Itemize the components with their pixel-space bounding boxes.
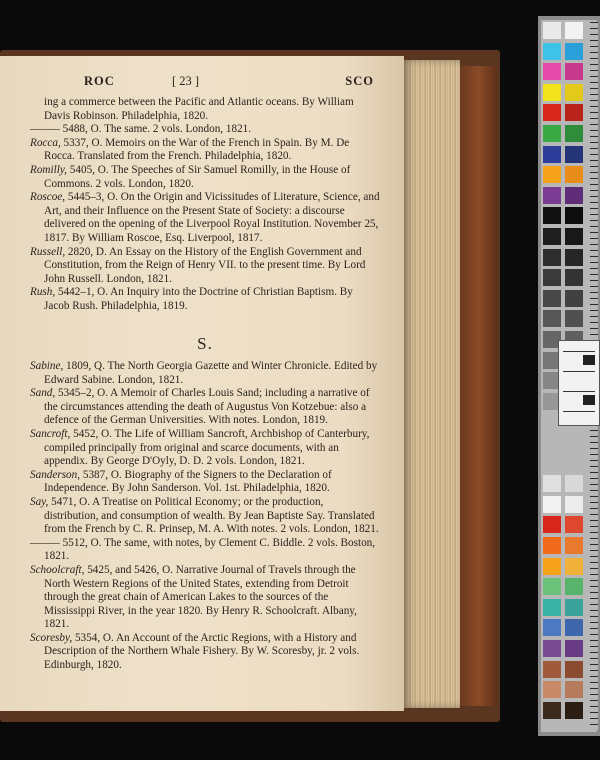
color-swatch — [543, 43, 561, 60]
color-swatch — [543, 681, 561, 698]
entry-text: 5488, O. The same. 2 vols. London, 1821. — [59, 123, 252, 136]
color-swatch — [543, 228, 561, 245]
color-swatch — [543, 63, 561, 80]
entry-text: ing a commerce between the Pacific and Atlantic oceans. By William Davis Robinson. Philadelphia, 1820. — [44, 96, 354, 122]
color-swatch — [565, 84, 583, 101]
catalog-entry — [30, 428, 380, 469]
catalog-entry — [30, 496, 380, 537]
entry-author: Scoresby, — [30, 631, 73, 644]
entry-author: Sancroft, — [30, 427, 71, 440]
color-swatch — [565, 249, 583, 266]
color-swatch — [543, 166, 561, 183]
header-left: ROC — [84, 74, 115, 88]
page-edges — [402, 60, 460, 708]
color-swatch — [565, 166, 583, 183]
entry-author: Sabine, — [30, 360, 64, 372]
entry-text: 5345–2, O. A Memoir of Charles Louis Sand; including a narrative of the circumstances attending the death of Augustus Von Kotzebue: also a defence of the German Universities. With notes. London, 1819. — [44, 387, 370, 427]
color-swatch — [565, 228, 583, 245]
color-swatch — [565, 537, 583, 554]
entry-text: 5442–1, O. An Inquiry into the Doctrine of Christian Baptism. By Jacob Rush. Philadelphia, 1819. — [44, 286, 353, 312]
color-swatch — [565, 558, 583, 575]
color-swatch — [565, 310, 583, 327]
page-number: [ 23 ] — [172, 74, 200, 88]
color-swatch — [565, 207, 583, 224]
color-swatch — [565, 187, 583, 204]
header-right: SCO — [345, 74, 374, 88]
color-swatch — [543, 146, 561, 163]
scale-card — [558, 340, 600, 426]
color-swatch — [543, 207, 561, 224]
color-swatch — [543, 578, 561, 595]
entry-text: 5512, O. The same, with notes, by Clement C. Biddle. 2 vols. Boston, 1821. — [44, 536, 376, 563]
entry-author: Rocca, — [30, 136, 61, 149]
entry-author: Sand, — [30, 387, 56, 400]
color-swatch — [543, 84, 561, 101]
color-swatch — [543, 310, 561, 327]
entries-bottom — [30, 360, 380, 673]
catalog-entry — [30, 537, 380, 564]
entry-text: 5452, O. The Life of William Sancroft, Archbishop of Canterbury, compiled principally from original and scarce documents, with an appendix. By George D'Oyly, D. D. 2 vols. London, 1821. — [44, 427, 370, 468]
catalog-entry — [30, 191, 380, 245]
color-swatch — [543, 640, 561, 657]
color-swatch — [543, 269, 561, 286]
color-swatch — [543, 599, 561, 616]
entry-text: 5405, O. The Speeches of Sir Samuel Romilly, in the House of Commons. 2 vols. London, 1820. — [44, 163, 351, 190]
catalog-entry — [30, 469, 380, 496]
catalog-entry — [30, 632, 380, 673]
catalog-entry — [30, 96, 380, 123]
color-swatch — [565, 125, 583, 142]
entry-author: Sanderson, — [30, 468, 81, 481]
color-swatch — [565, 661, 583, 678]
color-swatch — [565, 619, 583, 636]
entry-text: 5445–3, O. On the Origin and Vicissitudes of Literature, Science, and Art, and their Influence on the Present State of Society: a discourse delivered on the opening of the Liverpool Royal Institution. November 25, 1817. By William Roscoe, Esq. Liverpool, 1817. — [44, 191, 380, 244]
entry-author: Schoolcraft, — [30, 563, 85, 576]
entry-author: ——— — [30, 123, 60, 136]
color-swatch — [565, 475, 583, 492]
entry-author: Roscoe, — [30, 191, 66, 204]
catalog-entry — [30, 564, 380, 632]
color-swatch — [565, 578, 583, 595]
catalog-entry — [30, 246, 380, 287]
color-swatch — [565, 269, 583, 286]
section-heading: S. — [197, 334, 213, 353]
color-swatch — [543, 249, 561, 266]
catalog-entry — [30, 286, 380, 313]
entries-top — [30, 96, 380, 314]
color-swatch — [565, 640, 583, 657]
color-swatch — [565, 516, 583, 533]
color-swatch — [543, 104, 561, 121]
color-swatch — [543, 125, 561, 142]
color-swatch — [543, 475, 561, 492]
entry-author: Say, — [30, 495, 49, 508]
entry-text: 5425, and 5426, O. Narrative Journal of Travels through the North Western Regions of the United States, extending from Detroit through the great chain of American Lakes to the sources of the Mississippi River, in the year 1820. By Henry R. Schoolcraft. Albany, 1821. — [44, 563, 357, 631]
color-swatch — [543, 619, 561, 636]
color-swatch — [543, 702, 561, 719]
entry-author: ——— — [30, 536, 60, 549]
color-swatch — [543, 290, 561, 307]
entry-text: 5337, O. Memoirs on the War of the French in Spain. By M. De Rocca. Translated from the French. Philadelphia, 1820. — [44, 136, 350, 163]
entry-text: 2820, D. An Essay on the History of the English Government and Constitution, from the Reign of Henry VII. to the present time. By Lord John Russell. London, 1821. — [44, 245, 366, 285]
color-swatch — [565, 599, 583, 616]
color-swatch — [543, 558, 561, 575]
catalog-entry — [30, 164, 380, 191]
entry-author: Romilly, — [30, 163, 67, 176]
color-swatch — [543, 516, 561, 533]
color-swatch — [543, 496, 561, 513]
catalog-entry — [30, 360, 380, 387]
color-swatch — [543, 537, 561, 554]
running-header — [84, 74, 374, 92]
color-swatch — [565, 290, 583, 307]
entry-text: 5387, O. Biography of the Signers to the Declaration of Independence. By John Sanderson. Vol. 1st. Philadelphia, 1820. — [44, 468, 332, 495]
catalog-entry — [30, 123, 380, 137]
color-swatch — [565, 496, 583, 513]
entry-text: 5471, O. A Treatise on Political Economy; or the production, distribution, and consumption of wealth. By Jean Baptiste Say. Translated from the French by C. R. Prinsep, M. A. With notes. 2 vols. London, 1821. — [44, 495, 379, 536]
color-swatch — [565, 681, 583, 698]
book-binding — [460, 66, 498, 706]
color-swatch — [565, 43, 583, 60]
color-swatch — [565, 22, 583, 39]
entry-author: Russell, — [30, 245, 66, 258]
entry-author: Rush, — [30, 286, 56, 299]
catalog-entry — [30, 137, 380, 164]
entry-text: 1809, Q. The North Georgia Gazette and Winter Chronicle. Edited by Edward Sabine. London, 1821. — [44, 360, 378, 386]
color-swatch — [565, 104, 583, 121]
color-swatch — [565, 146, 583, 163]
color-swatch — [543, 22, 561, 39]
color-swatch — [543, 187, 561, 204]
catalog-entry — [30, 387, 380, 428]
color-swatch — [543, 661, 561, 678]
color-swatch — [565, 702, 583, 719]
entry-text: 5354, O. An Account of the Arctic Regions, with a History and Description of the Northern Whale Fishery. By W. Scoresby, jr. 2 vols. Edinburgh, 1820. — [44, 631, 360, 672]
color-swatch — [565, 63, 583, 80]
